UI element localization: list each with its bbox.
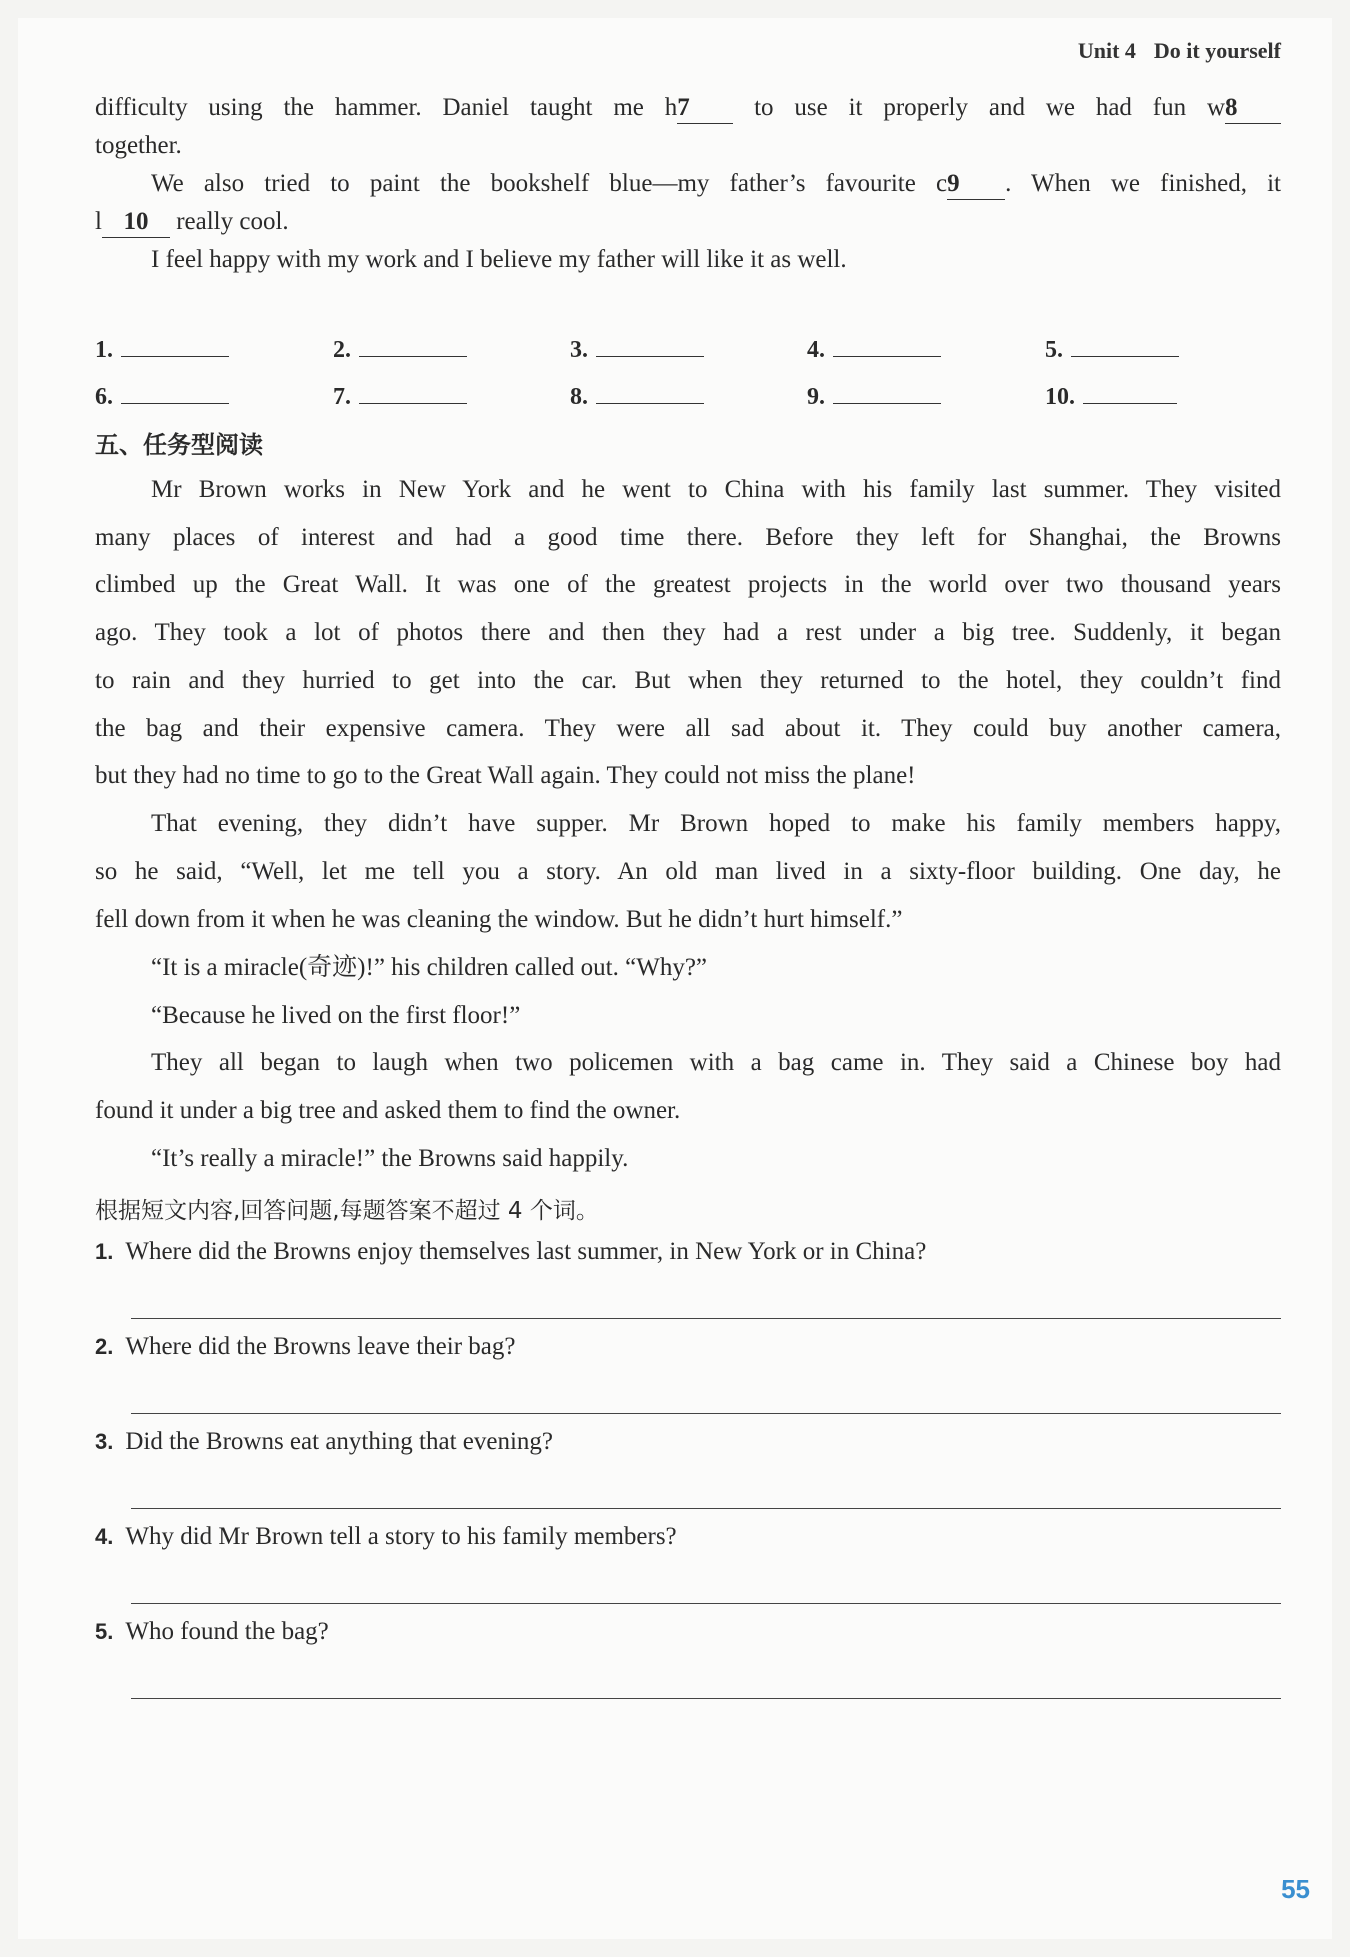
passage-line: climbed up the Great Wall. It was one of the greatest projects in the world over two thousand years (95, 571, 1281, 598)
blank-10: 10 (102, 207, 170, 238)
answer-slot[interactable]: 9. (807, 381, 941, 411)
answer-slot[interactable]: 4. (807, 334, 941, 364)
cloze-text: to use it properly and we had fun w (733, 94, 1226, 121)
instruction-text: 根据短文内容,回答问题,每题答案不超过 4 个词。 (95, 1198, 599, 1224)
passage-line: ago. They took a lot of photos there and then they had a rest under a big tree. Suddenly, it began (95, 619, 1281, 646)
passage-line: They all began to laugh when two policemen with a bag came in. They said a Chinese boy had (151, 1049, 1281, 1076)
passage-line: That evening, they didn’t have supper. Mr Brown hoped to make his family members happy, (151, 810, 1281, 837)
unit-title: Do it yourself (1153, 38, 1281, 63)
answer-line-4[interactable] (131, 1603, 1281, 1604)
passage-line: so he said, “Well, let me tell you a story. An old man lived in a sixty-floor building. One day, he (95, 858, 1281, 885)
answer-line-2[interactable] (131, 1413, 1281, 1414)
cloze-text: . When we finished, it (1005, 170, 1281, 197)
passage-line: to rain and they hurried to get into the car. But when they returned to the hotel, they couldn’t find (95, 667, 1281, 694)
blank-8: 8 (1225, 93, 1281, 124)
answer-slot[interactable]: 5. (1045, 334, 1179, 364)
blank-7: 7 (677, 93, 733, 124)
answer-slot[interactable]: 3. (570, 334, 704, 364)
passage-line: but they had no time to go to the Great Wall again. They could not miss the plane! (95, 762, 916, 789)
cloze-line-5: I feel happy with my work and I believe my father will like it as well. (151, 246, 847, 273)
answer-line-5[interactable] (131, 1698, 1281, 1699)
cloze-line-2: together. (95, 132, 182, 159)
answer-slot[interactable]: 1. (95, 334, 229, 364)
cloze-text: really cool. (169, 208, 289, 235)
answer-slot[interactable]: 7. (333, 381, 467, 411)
question-1: 1. Where did the Browns enjoy themselves last summer, in New York or in China? (95, 1238, 927, 1265)
answer-line-3[interactable] (131, 1508, 1281, 1509)
cloze-text: l (95, 208, 102, 235)
answer-slot[interactable]: 10. (1045, 381, 1177, 411)
passage-line: “Because he lived on the first floor!” (151, 1002, 521, 1029)
passage-line: fell down from it when he was cleaning the window. But he didn’t hurt himself.” (95, 906, 903, 933)
page-number: 55 (1281, 1874, 1310, 1904)
answer-slot[interactable]: 2. (333, 334, 467, 364)
cloze-text: We also tried to paint the bookshelf blue—my father’s favourite c (151, 170, 948, 197)
answer-slot[interactable]: 8. (570, 381, 704, 411)
cloze-text: difficulty using the hammer. Daniel taught me h (95, 94, 678, 121)
blank-9: 9 (947, 169, 1005, 200)
passage-line: “It is a miracle(奇迹)!” his children called out. “Why?” (151, 954, 708, 981)
question-5: 5. Who found the bag? (95, 1618, 329, 1645)
passage-line: “It’s really a miracle!” the Browns said happily. (151, 1145, 629, 1172)
passage-line: found it under a big tree and asked them to find the owner. (95, 1097, 681, 1124)
page-header (1078, 38, 1281, 64)
answer-line-1[interactable] (131, 1318, 1281, 1319)
passage-line: many places of interest and had a good time there. Before they left for Shanghai, the Browns (95, 524, 1281, 551)
passage-line: Mr Brown works in New York and he went to China with his family last summer. They visited (151, 476, 1281, 503)
unit-label: Unit 4 (1077, 38, 1136, 63)
question-4: 4. Why did Mr Brown tell a story to his family members? (95, 1523, 677, 1550)
question-3: 3. Did the Browns eat anything that evening? (95, 1428, 554, 1455)
question-2: 2. Where did the Browns leave their bag? (95, 1333, 516, 1360)
section-title: 五、任务型阅读 (95, 431, 263, 459)
answer-slot[interactable]: 6. (95, 381, 229, 411)
passage-line: the bag and their expensive camera. They were all sad about it. They could buy another camera, (95, 715, 1281, 742)
